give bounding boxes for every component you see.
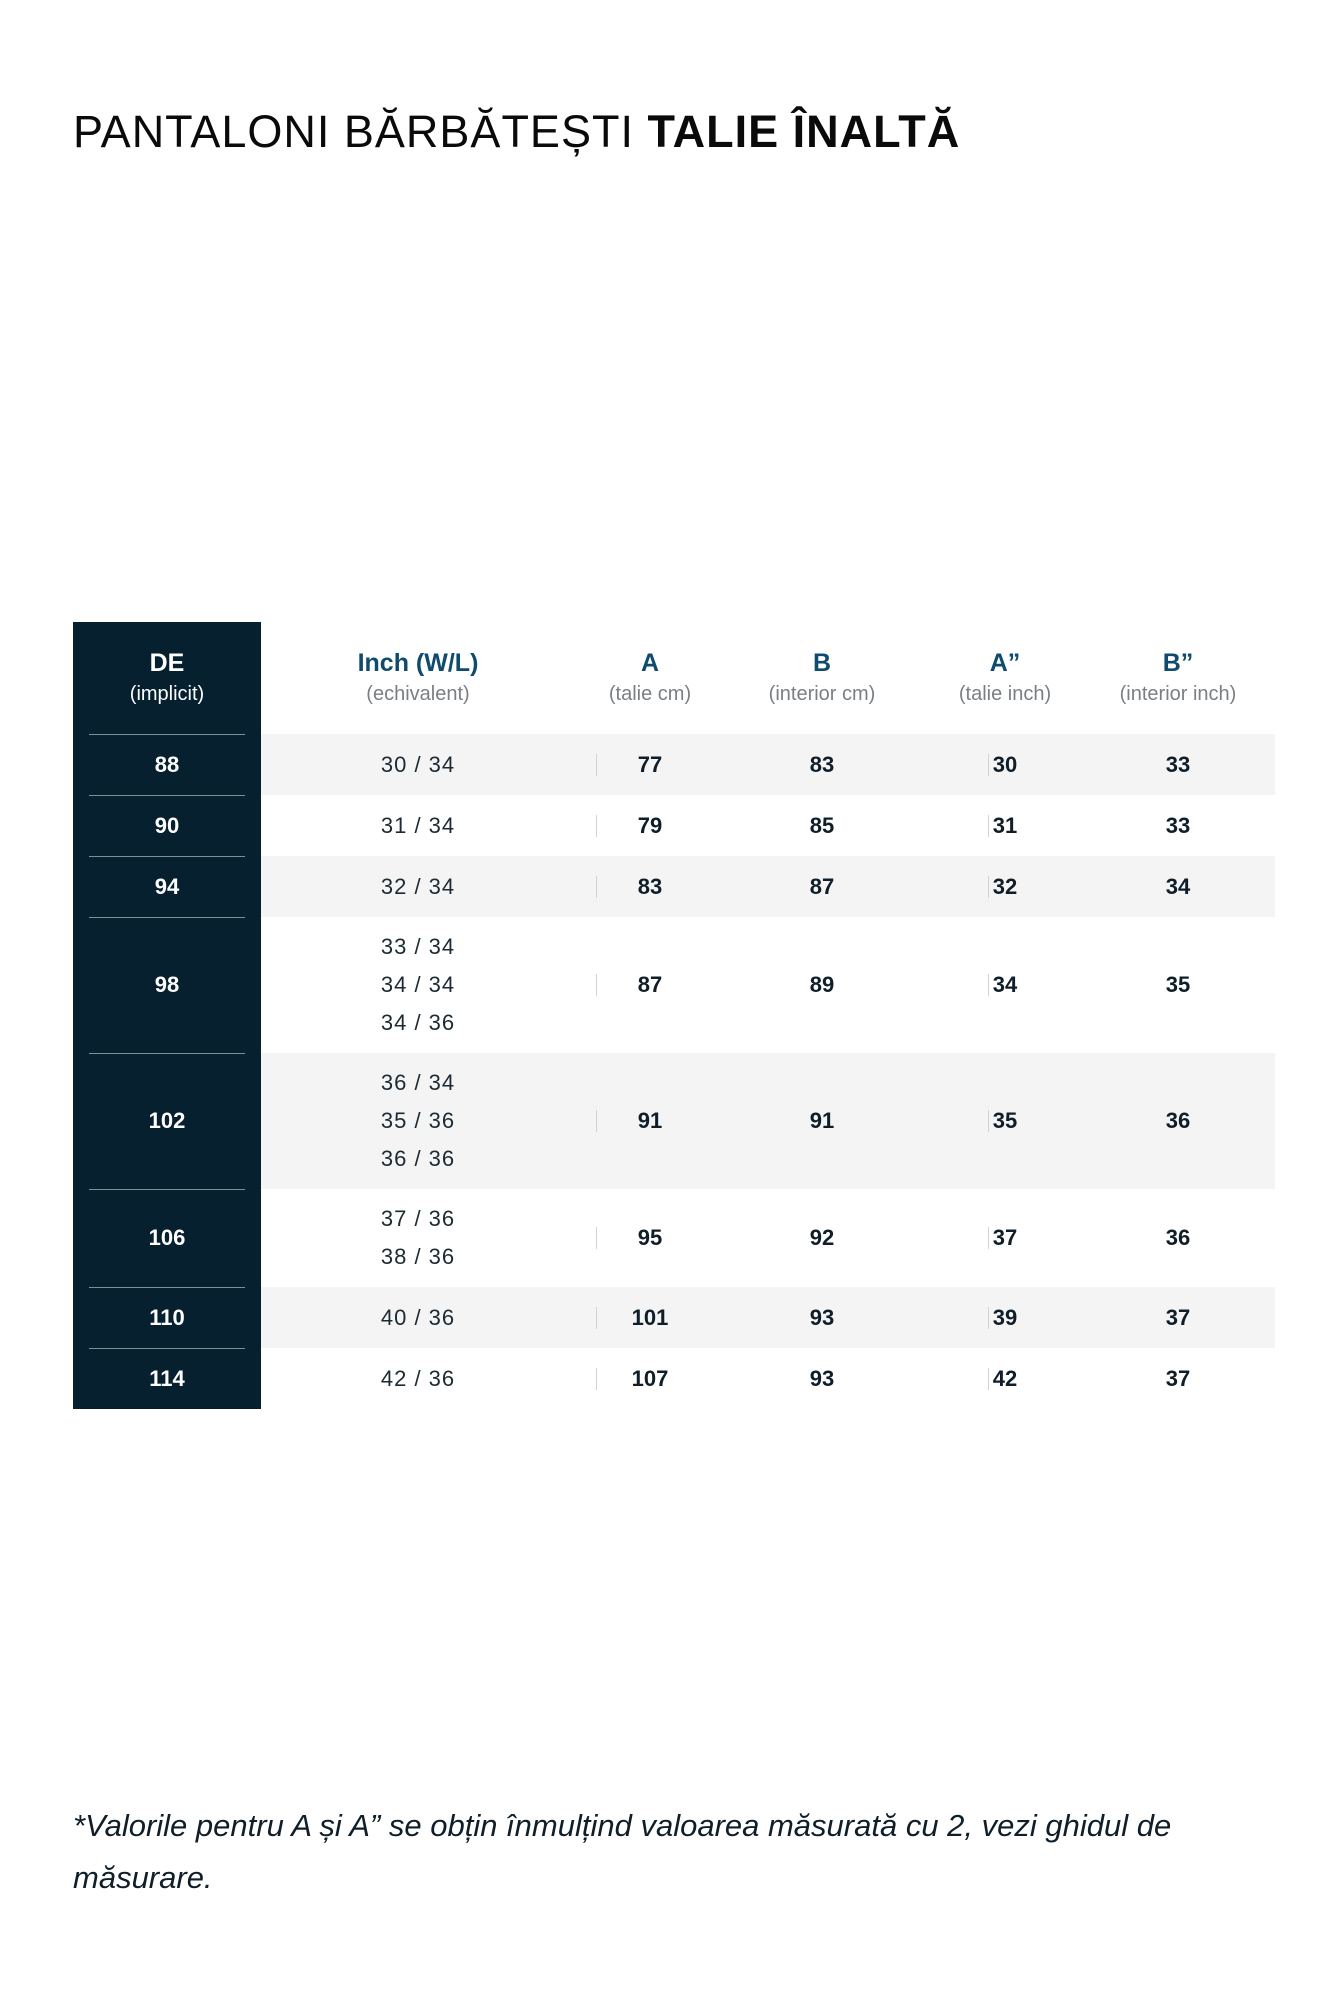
cell-b2: 37 bbox=[1165, 1304, 1191, 1330]
cell-b2: 33 bbox=[1165, 751, 1191, 777]
column-divider bbox=[988, 1307, 989, 1329]
table-row bbox=[73, 734, 1275, 795]
size-table bbox=[73, 622, 1275, 1409]
inch-value: 36 / 34 bbox=[380, 1070, 456, 1095]
cell-b2: 35 bbox=[1165, 972, 1191, 997]
cell-a: 79 bbox=[637, 812, 663, 838]
cell-a2: 35 bbox=[992, 1108, 1018, 1133]
header-de-sub: (implicit) bbox=[129, 683, 205, 705]
column-divider bbox=[988, 974, 989, 996]
header-a2-sub: (talie inch) bbox=[958, 683, 1052, 705]
cell-de: 98 bbox=[73, 917, 261, 1053]
column-divider bbox=[596, 876, 597, 898]
cell-b2: 34 bbox=[1165, 873, 1191, 899]
cell-a2: 37 bbox=[992, 1225, 1018, 1250]
cell-a2: 30 bbox=[992, 751, 1018, 777]
table-row bbox=[73, 1189, 1275, 1287]
cell-de: 88 bbox=[73, 734, 261, 795]
column-divider bbox=[988, 1227, 989, 1249]
cell-b: 89 bbox=[809, 972, 835, 997]
table-row bbox=[73, 917, 1275, 1053]
header-inch bbox=[261, 622, 575, 734]
header-b bbox=[725, 622, 919, 734]
column-divider bbox=[988, 815, 989, 837]
cell-inch bbox=[261, 856, 575, 917]
page-title bbox=[73, 106, 960, 158]
cell-inch bbox=[261, 917, 575, 1053]
column-divider bbox=[988, 876, 989, 898]
table-row bbox=[73, 1348, 1275, 1409]
column-divider bbox=[596, 1227, 597, 1249]
cell-de: 114 bbox=[73, 1348, 261, 1409]
cell-de: 106 bbox=[73, 1189, 261, 1287]
cell-de: 102 bbox=[73, 1053, 261, 1189]
header-b2-sub: (interior inch) bbox=[1119, 683, 1237, 705]
cell-de: 94 bbox=[73, 856, 261, 917]
header-b-label: B bbox=[812, 649, 832, 677]
column-divider bbox=[596, 1307, 597, 1329]
header-de bbox=[73, 622, 261, 734]
cell-a: 77 bbox=[637, 751, 663, 777]
footnote: *Valorile pentru A și A” se obțin înmulțind valoarea măsurată cu 2, vezi ghidul de măsurare. bbox=[73, 1808, 1172, 1895]
inch-value: 35 / 36 bbox=[380, 1108, 456, 1133]
column-divider bbox=[596, 815, 597, 837]
cell-de: 90 bbox=[73, 795, 261, 856]
cell-b2: 36 bbox=[1165, 1225, 1191, 1250]
cell-a2: 31 bbox=[992, 812, 1018, 838]
header-b2 bbox=[1091, 622, 1265, 734]
cell-b: 91 bbox=[809, 1108, 835, 1133]
cell-a2: 34 bbox=[992, 972, 1018, 997]
inch-value: 34 / 34 bbox=[380, 972, 456, 997]
table-row bbox=[73, 1053, 1275, 1189]
header-a2-label: A” bbox=[989, 649, 1021, 677]
table-row bbox=[73, 1287, 1275, 1348]
inch-value: 38 / 36 bbox=[380, 1244, 456, 1269]
cell-b: 83 bbox=[809, 751, 835, 777]
cell-a: 107 bbox=[631, 1365, 669, 1391]
inch-value: 32 / 34 bbox=[380, 873, 456, 899]
cell-b: 85 bbox=[809, 812, 835, 838]
column-divider bbox=[596, 1110, 597, 1132]
header-de-label: DE bbox=[149, 649, 185, 677]
inch-value: 37 / 36 bbox=[380, 1206, 456, 1231]
cell-b: 93 bbox=[809, 1365, 835, 1391]
cell-a: 91 bbox=[637, 1108, 663, 1133]
header-b-sub: (interior cm) bbox=[768, 683, 876, 705]
cell-a: 101 bbox=[631, 1304, 669, 1330]
column-divider bbox=[596, 1368, 597, 1390]
cell-inch bbox=[261, 1348, 575, 1409]
cell-a: 87 bbox=[637, 972, 663, 997]
cell-inch bbox=[261, 734, 575, 795]
cell-a2: 39 bbox=[992, 1304, 1018, 1330]
cell-a2: 32 bbox=[992, 873, 1018, 899]
cell-b2: 33 bbox=[1165, 812, 1191, 838]
table-header-row bbox=[73, 622, 1275, 734]
inch-value: 33 / 34 bbox=[380, 934, 456, 959]
column-divider bbox=[988, 1368, 989, 1390]
cell-b2: 37 bbox=[1165, 1365, 1191, 1391]
cell-inch bbox=[261, 1287, 575, 1348]
header-a-sub: (talie cm) bbox=[608, 683, 692, 705]
cell-b2: 36 bbox=[1165, 1108, 1191, 1133]
title-light: PANTALONI BĂRBĂTEȘTI bbox=[73, 106, 634, 157]
inch-value: 36 / 36 bbox=[380, 1146, 456, 1171]
title-bold: TALIE ÎNALTĂ bbox=[647, 106, 961, 157]
inch-value: 42 / 36 bbox=[380, 1365, 456, 1391]
column-divider bbox=[988, 754, 989, 776]
cell-a2: 42 bbox=[992, 1365, 1018, 1391]
column-divider bbox=[596, 974, 597, 996]
cell-b: 92 bbox=[809, 1225, 835, 1250]
column-divider bbox=[988, 1110, 989, 1132]
table-row bbox=[73, 856, 1275, 917]
header-inch-sub: (echivalent) bbox=[366, 683, 470, 705]
header-b2-label: B” bbox=[1162, 649, 1194, 677]
cell-inch bbox=[261, 1189, 575, 1287]
table-row bbox=[73, 795, 1275, 856]
inch-value: 30 / 34 bbox=[380, 751, 456, 777]
header-a-label: A bbox=[640, 649, 660, 677]
header-a bbox=[575, 622, 725, 734]
header-a2 bbox=[919, 622, 1091, 734]
cell-a: 83 bbox=[637, 873, 663, 899]
header-inch-label: Inch (W/L) bbox=[357, 649, 479, 677]
cell-inch bbox=[261, 1053, 575, 1189]
cell-a: 95 bbox=[637, 1225, 663, 1250]
column-divider bbox=[596, 754, 597, 776]
inch-value: 34 / 36 bbox=[380, 1010, 456, 1035]
cell-inch bbox=[261, 795, 575, 856]
inch-value: 31 / 34 bbox=[380, 812, 456, 838]
cell-b: 87 bbox=[809, 873, 835, 899]
cell-de: 110 bbox=[73, 1287, 261, 1348]
inch-value: 40 / 36 bbox=[380, 1304, 456, 1330]
cell-b: 93 bbox=[809, 1304, 835, 1330]
